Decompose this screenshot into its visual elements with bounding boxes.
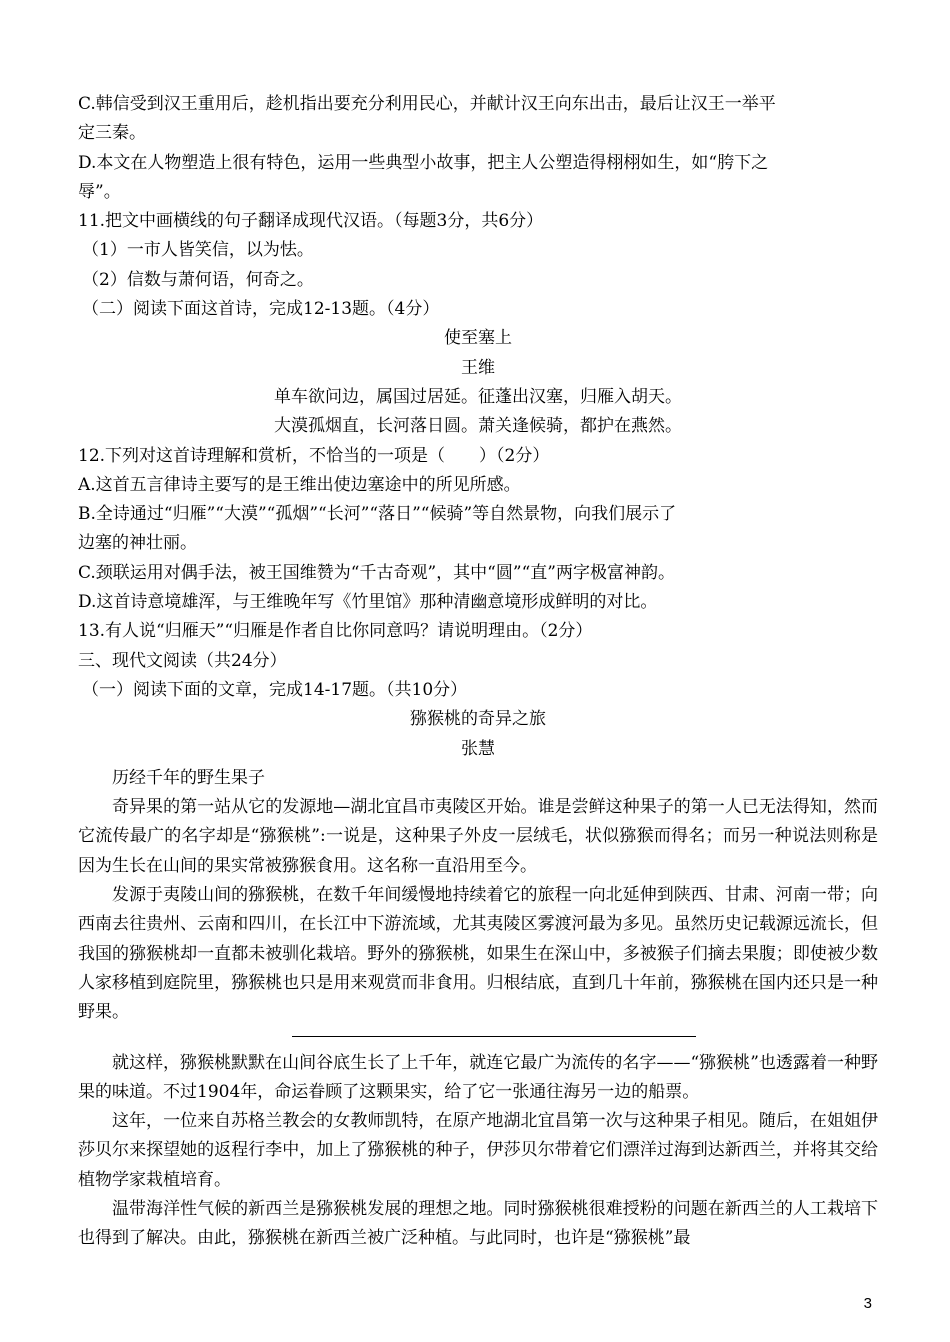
article-author: 张慧 <box>461 738 495 759</box>
article-title: 猕猴桃的奇异之旅 <box>410 709 546 730</box>
question-12-option-b-line-1: B.全诗通过“归雁”“大漠”“孤烟”“长河”“落日”“候骑”等自然景物，向我们展示了 <box>78 504 677 525</box>
option-c-line-1: C.韩信受到汉王重用后，趁机指出要充分利用民心，并献计汉王向东出击，最后让汉王一举平 <box>78 94 776 114</box>
question-11-item-2: （2）信数与萧何语，何奇之。 <box>82 269 314 290</box>
question-11: 11.把文中画横线的句子翻译成现代汉语。（每题3分，共6分） <box>78 211 544 232</box>
question-13: 13.有人说“归雁天”“归雁是作者自比你同意吗？请说明理由。（2分） <box>78 621 593 642</box>
question-11-item-1: （1）一市人皆笑信，以为怯。 <box>82 240 314 261</box>
poem-author: 王维 <box>461 357 495 378</box>
article-paragraph-5: 温带海洋性气候的新西兰是猕猴桃发展的理想之地。同时猕猴桃很难授粉的问题在新西兰的人工栽培下也得到了解决。由此，猕猴桃在新西兰被广泛种植。与此同时，也许是“猕猴桃”最 <box>78 1198 878 1249</box>
article-paragraph-4: 这年，一位来自苏格兰教会的女教师凯特，在原产地湖北宜昌第一次与这种果子相见。随后，在姐姐伊莎贝尔来探望她的返程行李中，加上了猕猴桃的种子，伊莎贝尔带着它们漂洋过海到达新西兰，并将其交给植物学家栽植培育。 <box>78 1111 878 1190</box>
section-3-1-heading: （一）阅读下面的文章，完成14-17题。（共10分） <box>82 679 468 700</box>
question-12-option-c: C.颈联运用对偶手法，被王国维赞为“千古奇观”，其中“圆”“直”两字极富神韵。 <box>78 562 675 583</box>
poem-line-2: 大漠孤烟直，长河落日圆。萧关逢候骑，都护在燕然。 <box>274 416 682 437</box>
section-3-heading: 三、现代文阅读（共24分） <box>78 650 287 671</box>
section-poem-heading: （二）阅读下面这首诗，完成12-13题。（4分） <box>82 299 440 320</box>
poem-line-1: 单车欲问边，属国过居延。征蓬出汉塞，归雁入胡天。 <box>274 386 682 407</box>
article-subheading: 历经千年的野生果子 <box>112 767 265 788</box>
article-paragraph-1: 奇异果的第一站从它的发源地—湖北宜昌市夷陵区开始。谁是尝鲜这种果子的第一人已无法得知，然而它流传最广的名字却是“猕猴桃”:一说是，这种果子外皮一层绒毛，状似猕猴而得名；而另一种说法则称是因为生长在山间的果实常被猕猴食用。这名称一直沿用至今。 <box>78 797 878 876</box>
question-12-option-d: D.这首诗意境雄浑，与王维晚年写《竹里馆》那种清幽意境形成鲜明的对比。 <box>78 592 658 613</box>
option-d-line-2: 辱”。 <box>78 181 121 202</box>
question-12: 12.下列对这首诗理解和赏析，不恰当的一项是（ ）（2分） <box>78 445 550 466</box>
article-paragraph-3: 就这样，猕猴桃默默在山间谷底生长了上千年，就连它最广为流传的名字——“猕猴桃”也透露着一种野果的味道。不过1904年，命运眷顾了这颗果实，给了它一张通往海另一边的船票。 <box>78 1052 878 1102</box>
article-paragraph-2: 发源于夷陵山间的猕猴桃，在数千年间缓慢地持续着它的旅程一向北延伸到陕西、甘肃、河南一带；向西南去往贵州、云南和四川，在长江中下游流域，尤其夷陵区雾渡河最为多见。虽然历史记载源远流长，但我国的猕猴桃却一直都未被驯化栽培。野外的猕猴桃，如果生在深山中，多被猴子们摘去果腹；即使被少数人家移植到庭院里，猕猴桃也只是用来观赏而非食用。归根结底，直到几十年前，猕猴桃在国内还只是一种野果。 <box>78 885 878 1023</box>
poem-title: 使至塞上 <box>444 328 512 349</box>
answer-blank-line <box>292 1036 696 1037</box>
option-c-line-2: 定三秦。 <box>78 123 146 144</box>
document-page <box>78 90 878 1254</box>
question-12-option-b-line-2: 边塞的神壮丽。 <box>78 533 197 554</box>
option-d-line-1: D.本文在人物塑造上很有特色，运用一些典型小故事，把主人公塑造得栩栩如生，如“胯下之 <box>78 152 769 173</box>
question-12-option-a: A.这首五言律诗主要写的是王维出使边塞途中的所见所感。 <box>78 474 521 495</box>
page-number: 3 <box>863 1295 872 1312</box>
